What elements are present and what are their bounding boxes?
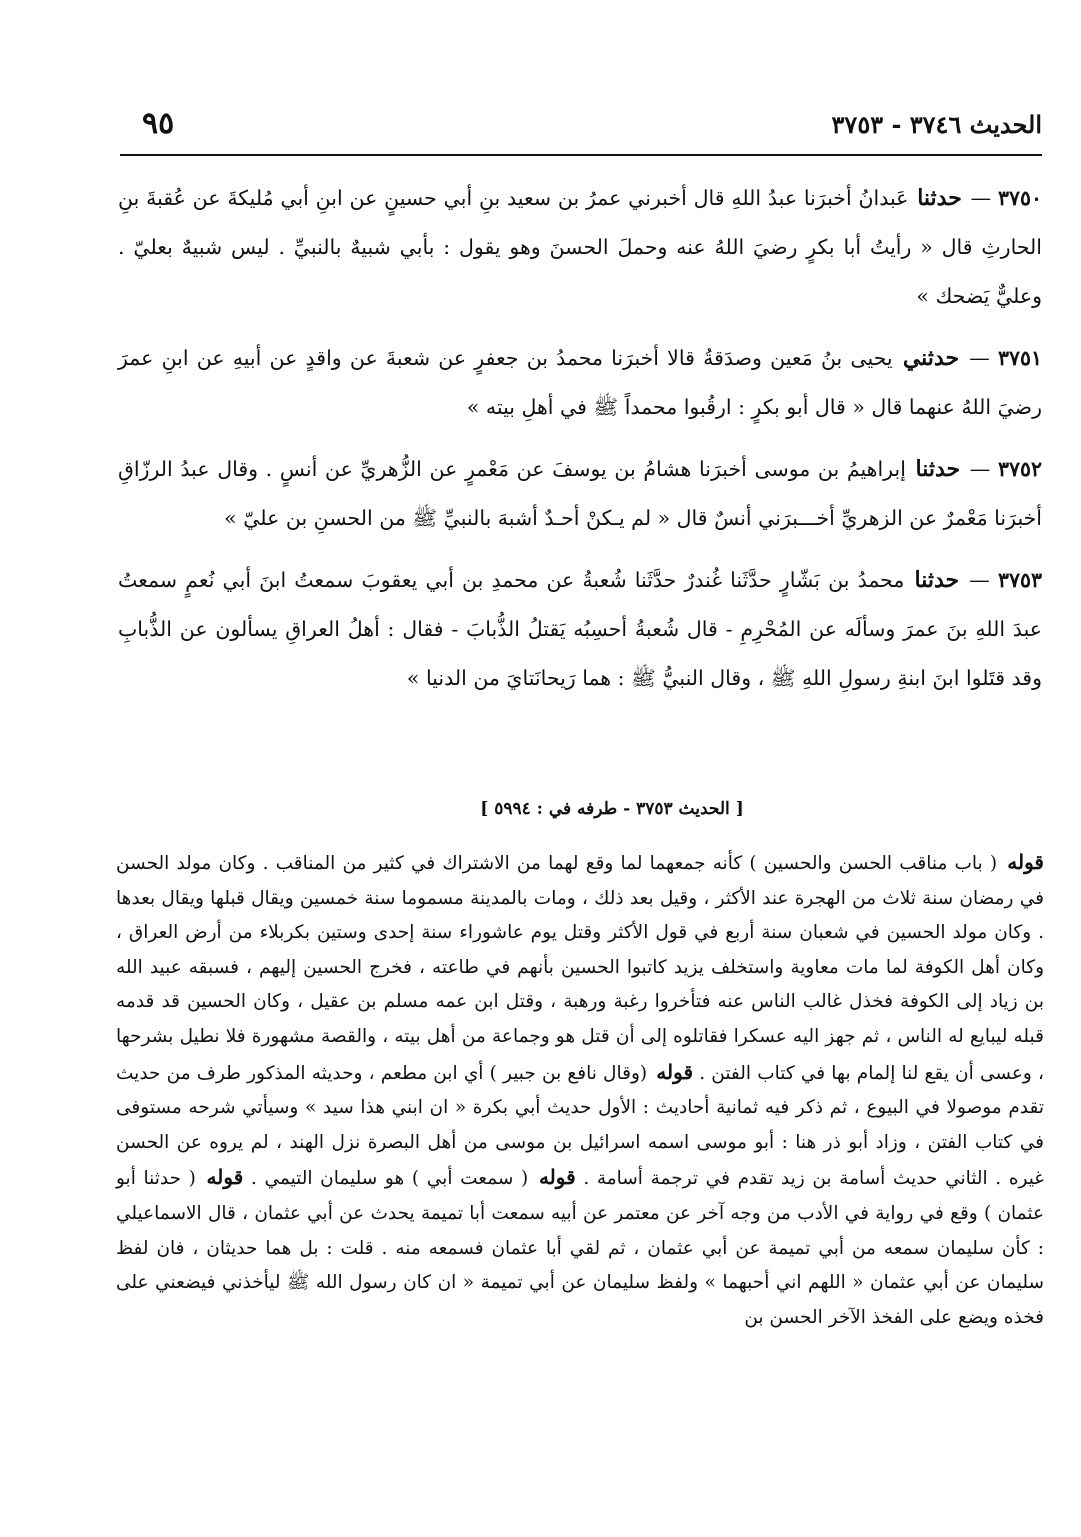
hadith-body: إبراهيمُ بن موسى أخبرَنا هشامُ بن يوسفَ عن مَعْمرٍ عن الزُّهريِّ عن أنسٍ . وقال عبدُ الرزّاقِ أخبرَنا مَعْمرٌ عن الزهريِّ أخـــبرَني أنسٌ قال « لم يـكنْ أحـدٌ أشبهَ بالنبيِّ ﷺ من الحسنِ بن عليّ » — [118, 457, 1042, 530]
commentary-lead-word: قوله — [1007, 850, 1044, 874]
commentary-text: ( سمعت أبي ) هو سليمان التيمي . — [250, 1168, 529, 1190]
hadith-opening-word: حدثني — [902, 345, 960, 371]
hadith-3750: ٣٧٥٠ — حدثنا عَبدانُ أخبرَنا عبدُ اللهِ قال أخبرني عمرُ بن سعيد بنِ أبي حسينٍ عن ابنِ أبي مُليكةَ عن عُقبةَ بنِ الحارثِ قال « رأيتُ أبا بكرٍ رضيَ اللهُ عنه وحملَ الحسنَ وهو يقول : بأبي شبيهٌ بالنبيِّ . ليس شبيهٌ بعليّ . وعليٌّ يَضحك » — [118, 185, 1042, 308]
hadith-body: عَبدانُ أخبرَنا عبدُ اللهِ قال أخبرني عمرُ بن سعيد بنِ أبي حسينٍ عن ابنِ أبي مُليكةَ عن عُقبةَ بنِ الحارثِ قال « رأيتُ أبا بكرٍ رضيَ اللهُ عنه وحملَ الحسنَ وهو يقول : بأبي شبيهٌ بالنبيِّ . ليس شبيهٌ بعليّ . وعليٌّ يَضحك » — [118, 186, 1042, 308]
hadith-opening-word: حدثنا — [917, 185, 962, 211]
hadith-number: ٣٧٥٣ — [997, 568, 1042, 592]
hadith-opening-word: حدثنا — [914, 567, 960, 593]
hadith-body: محمدُ بن بَشّارٍ حدَّثَنا غُندرٌ حدَّثَنا شُعبةُ عن محمدِ بن أبي يعقوبَ سمعتُ ابنَ أبي نُعمٍ سمعتُ عبدَ اللهِ بنَ عمرَ وسألَه عن المُحْرِمِ - قال شُعبةُ أحسِبُه يَقتلُ الذُّبابَ - فقال : أهلُ العراقِ يسألون عن الذُّبابِ وقد قتَلوا ابنَ ابنةِ رسولِ اللهِ ﷺ ، وقال النبيُّ ﷺ : هما رَيحانَتايَ من الدنيا » — [118, 568, 1042, 690]
running-head: الحديث ٣٧٤٦ - ٣٧٥٣ — [831, 110, 1042, 139]
page-header — [120, 104, 1042, 156]
hadith-body: يحيى بنُ مَعين وصدَقةُ قالا أخبرَنا محمدُ بن جعفرٍ عن شعبةَ عن واقدٍ عن أبيهِ عن ابنِ عمرَ رضيَ اللهُ عنهما قال « قال أبو بكرٍ : ارقُبوا محمداً ﷺ في أهلِ بيته » — [118, 346, 1042, 419]
commentary-text: (وقال نافع بن جبير ) أي ابن مطعم ، وحديثه المذكور طرف من حديث تقدم موصولا في البيوع ، ثم ذكر فيه ثمانية أحاديث : الأول حديث أبي بكرة « ان ابني هذا سيد » وسيأتي شرحه مستوفى في كتاب الفتن ، وزاد أبو ذر هنا : أبو موسى اسمه اسرائيل بن موسى من أهل البصرة نزل الهند ، لم يروه عن الحسن غيره . الثاني حديث أسامة بن زيد تقدم في ترجمة أسامة . — [116, 1062, 1044, 1190]
hadith-3751: ٣٧٥١ — حدثني يحيى بنُ مَعين وصدَقةُ قالا أخبرَنا محمدُ بن جعفرٍ عن شعبةَ عن واقدٍ عن أبيهِ عن ابنِ عمرَ رضيَ اللهُ عنهما قال « قال أبو بكرٍ : ارقُبوا محمداً ﷺ في أهلِ بيته » — [118, 345, 1042, 419]
commentary-lead-word: قوله — [206, 1165, 244, 1190]
hadith-3753: ٣٧٥٣ — حدثنا محمدُ بن بَشّارٍ حدَّثَنا غُندرٌ حدَّثَنا شُعبةُ عن محمدِ بن أبي يعقوبَ سمعتُ ابنَ أبي نُعمٍ سمعتُ عبدَ اللهِ بنَ عمرَ وسألَه عن المُحْرِمِ - قال شُعبةُ أحسِبُه يَقتلُ الذُّبابَ - فقال : أهلُ العراقِ يسألون عن الذُّبابِ وقد قتَلوا ابنَ ابنةِ رسولِ اللهِ ﷺ ، وقال النبيُّ ﷺ : هما رَيحانَتايَ من الدنيا » — [118, 567, 1042, 690]
commentary-text: ( حدثنا أبو عثمان ) وقع في رواية في الأدب من وجه آخر عن معتمر عن أبيه سمعت أبا تميمة يحدث عن أبي عثمان ، قال الاسماعيلي : كأن سليمان سمعه من أبي تميمة عن أبي عثمان ، ثم لقي أبا عثمان فسمعه منه . قلت : بل هما حديثان ، فان لفظ سليمان عن أبي عثمان « اللهم اني أحبهما » ولفظ سليمان عن أبي تميمة « ان كان رسول الله ﷺ ليأخذني فيضعني على فخذه ويضع على الفخذ الآخر الحسن بن — [116, 1168, 1044, 1328]
commentary-lead-word: قوله — [656, 1059, 694, 1084]
hadith-opening-word: حدثنا — [915, 456, 961, 482]
hadith-3752: ٣٧٥٢ — حدثنا إبراهيمُ بن موسى أخبرَنا هشامُ بن يوسفَ عن مَعْمرٍ عن الزُّهريِّ عن أنسٍ . وقال عبدُ الرزّاقِ أخبرَنا مَعْمرٌ عن الزهريِّ أخـــبرَني أنسٌ قال « لم يـكنْ أحـدٌ أشبهَ بالنبيِّ ﷺ من الحسنِ بن عليّ » — [118, 456, 1042, 530]
hadith-number: ٣٧٥٠ — [997, 186, 1042, 210]
cross-reference-note: [ الحديث ٣٧٥٣ - طرفه في : ٥٩٩٤ ] — [480, 799, 744, 819]
page-number: ٩٥ — [142, 106, 175, 141]
hadith-number: ٣٧٥١ — [997, 346, 1042, 370]
commentary-block — [116, 845, 1044, 1335]
commentary-lead-word: قوله — [538, 1165, 576, 1190]
hadith-number: ٣٧٥٢ — [997, 457, 1042, 481]
commentary-text: ( باب مناقب الحسن والحسين ) كأنه جمعهما لما وقع لهما من الاشتراك في كثير من المناقب . وكان مولد الحسن في رمضان سنة ثلاث من الهجرة عند الأكثر ، وقيل بعد ذلك ، ومات بالمدينة مسموما سنة خمسين ويقال قبلها ويقال بعدها . وكان مولد الحسين في شعبان سنة أربع في قول الأكثر وقتل يوم عاشوراء سنة إحدى وستين بكربلاء من أرض العراق ، وكان أهل الكوفة لما مات معاوية واستخلف يزيد كاتبوا الحسين بأنهم في طاعته ، فخرج الحسين إليهم ، فسبقه عبيد الله بن زياد إلى الكوفة فخذل غالب الناس عنه فتأخروا رغبة ورهبة ، وقتل ابن عمه مسلم بن عقيل ، وكان الحسين قد قدمه قبله ليبايع له الناس ، ثم جهز اليه عسكرا فقاتلوه إلى أن قتل هو وجماعة من أهل بيته ، والقصة مشهورة فلا نطيل بشرحها ، وعسى أن يقع لنا إلمام بها في كتاب الفتن . — [116, 853, 1044, 1084]
hadith-text-block — [118, 174, 1042, 703]
